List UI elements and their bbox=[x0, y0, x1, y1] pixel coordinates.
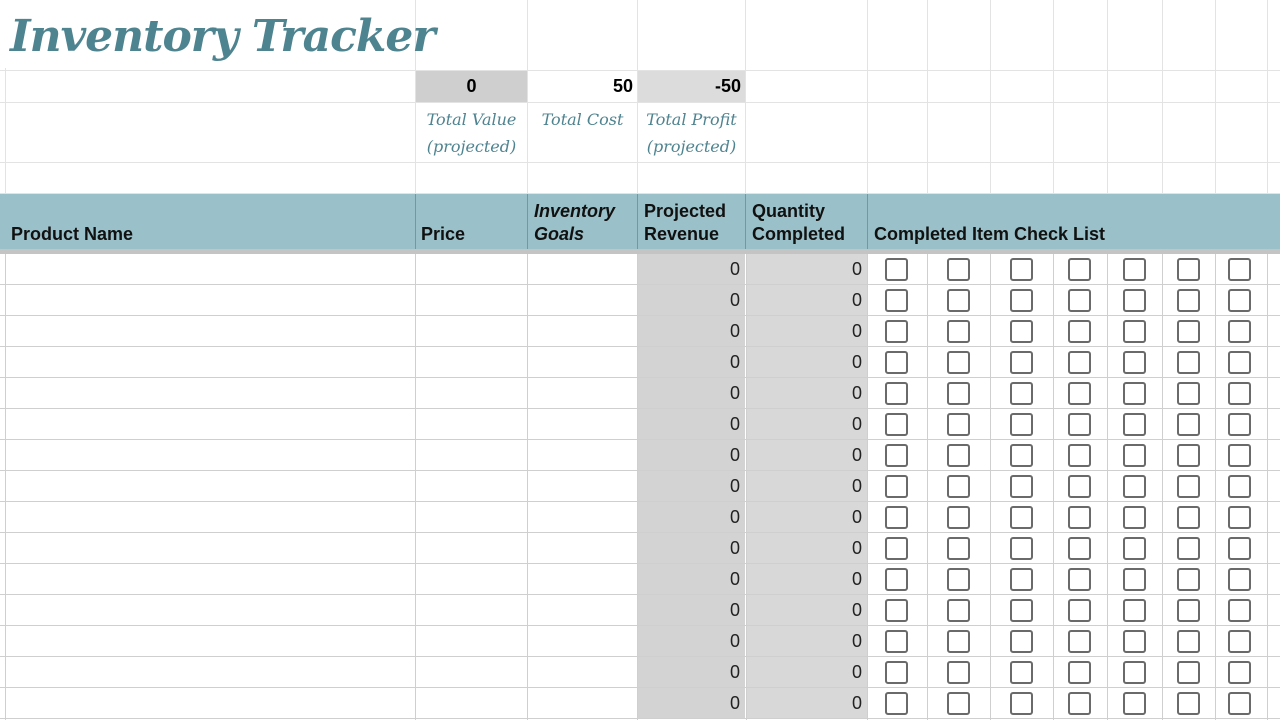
sheet-gridline bbox=[1215, 0, 1216, 194]
header-divider bbox=[637, 194, 638, 249]
checkbox-icon[interactable] bbox=[1123, 568, 1146, 591]
inventory-goal-cell[interactable] bbox=[527, 471, 637, 502]
checkbox-icon[interactable] bbox=[885, 630, 908, 653]
header-quantity-completed[interactable] bbox=[746, 194, 868, 249]
checkbox-icon[interactable] bbox=[1123, 475, 1146, 498]
quantity-completed-cell[interactable]: 0 bbox=[747, 502, 867, 533]
product-name-cell[interactable] bbox=[5, 378, 415, 409]
product-name-cell[interactable] bbox=[5, 440, 415, 471]
column-gridline bbox=[415, 254, 416, 720]
projected-revenue-cell[interactable]: 0 bbox=[638, 440, 745, 471]
checkbox-icon[interactable] bbox=[1177, 413, 1200, 436]
header-inventory-goals-line2: Goals bbox=[534, 224, 585, 244]
checkbox-icon[interactable] bbox=[1010, 568, 1033, 591]
column-gridline bbox=[990, 254, 991, 720]
page-title: Inventory Tracker bbox=[10, 11, 435, 62]
product-name-cell[interactable] bbox=[5, 254, 415, 285]
checkbox-icon[interactable] bbox=[1068, 382, 1091, 405]
checkbox-icon[interactable] bbox=[1123, 599, 1146, 622]
total-profit-cell[interactable]: -50 bbox=[638, 71, 745, 102]
inventory-goal-cell[interactable] bbox=[527, 626, 637, 657]
quantity-completed-cell[interactable]: 0 bbox=[747, 626, 867, 657]
checkbox-icon[interactable] bbox=[947, 599, 970, 622]
product-name-cell[interactable] bbox=[5, 533, 415, 564]
total-value-label-line1: Total Value bbox=[426, 110, 517, 129]
checkbox-icon[interactable] bbox=[1068, 289, 1091, 312]
total-value-label bbox=[416, 104, 527, 162]
checkbox-icon[interactable] bbox=[1228, 537, 1251, 560]
checkbox-icon[interactable] bbox=[1068, 599, 1091, 622]
sheet-gridline bbox=[0, 102, 1280, 103]
header-price[interactable] bbox=[415, 194, 528, 249]
checkbox-icon[interactable] bbox=[1177, 382, 1200, 405]
checkbox-icon[interactable] bbox=[1010, 320, 1033, 343]
column-gridline bbox=[527, 254, 528, 720]
product-name-cell[interactable] bbox=[5, 502, 415, 533]
sheet-gridline bbox=[0, 162, 1280, 163]
checkbox-icon[interactable] bbox=[1177, 661, 1200, 684]
price-cell[interactable] bbox=[415, 440, 527, 471]
checkbox-icon[interactable] bbox=[1010, 351, 1033, 374]
projected-revenue-cell[interactable]: 0 bbox=[638, 285, 745, 316]
row-gridline bbox=[0, 718, 1280, 719]
quantity-completed-cell[interactable]: 0 bbox=[747, 347, 867, 378]
sheet-gridline bbox=[1162, 0, 1163, 194]
projected-revenue-cell[interactable]: 0 bbox=[638, 316, 745, 347]
total-value-cell[interactable]: 0 bbox=[416, 71, 527, 102]
price-cell[interactable] bbox=[415, 688, 527, 719]
checkbox-icon[interactable] bbox=[947, 661, 970, 684]
price-cell[interactable] bbox=[415, 595, 527, 626]
checkbox-icon[interactable] bbox=[1123, 258, 1146, 281]
checkbox-icon[interactable] bbox=[1123, 630, 1146, 653]
checkbox-icon[interactable] bbox=[1068, 413, 1091, 436]
checkbox-icon[interactable] bbox=[1177, 444, 1200, 467]
inventory-goal-cell[interactable] bbox=[527, 254, 637, 285]
checkbox-icon[interactable] bbox=[947, 475, 970, 498]
checkbox-icon[interactable] bbox=[1068, 475, 1091, 498]
checkbox-icon[interactable] bbox=[1177, 289, 1200, 312]
price-cell[interactable] bbox=[415, 564, 527, 595]
projected-revenue-cell[interactable]: 0 bbox=[638, 378, 745, 409]
checkbox-icon[interactable] bbox=[1123, 289, 1146, 312]
price-cell[interactable] bbox=[415, 254, 527, 285]
checkbox-icon[interactable] bbox=[1123, 661, 1146, 684]
checkbox-icon[interactable] bbox=[1123, 444, 1146, 467]
header-inventory-goals-line1: Inventory bbox=[534, 201, 616, 221]
checkbox-icon[interactable] bbox=[1228, 599, 1251, 622]
checkbox-icon[interactable] bbox=[1228, 506, 1251, 529]
price-cell[interactable] bbox=[415, 626, 527, 657]
checkbox-icon[interactable] bbox=[1010, 506, 1033, 529]
checkbox-icon[interactable] bbox=[1228, 692, 1251, 715]
total-profit-label-line2: (projected) bbox=[646, 137, 737, 156]
checkbox-icon[interactable] bbox=[1228, 382, 1251, 405]
inventory-goal-cell[interactable] bbox=[527, 285, 637, 316]
checkbox-icon[interactable] bbox=[947, 351, 970, 374]
column-gridline bbox=[1267, 254, 1268, 720]
price-cell[interactable] bbox=[415, 347, 527, 378]
checkbox-icon[interactable] bbox=[1123, 413, 1146, 436]
checkbox-icon[interactable] bbox=[1177, 599, 1200, 622]
checkbox-icon[interactable] bbox=[1010, 599, 1033, 622]
inventory-goal-cell[interactable] bbox=[527, 409, 637, 440]
column-gridline bbox=[1215, 254, 1216, 720]
header-product-name-label: Product Name bbox=[11, 224, 134, 244]
sheet-gridline bbox=[1053, 0, 1054, 194]
column-gridline bbox=[867, 254, 868, 720]
checkbox-icon[interactable] bbox=[1123, 351, 1146, 374]
sheet-gridline bbox=[867, 0, 868, 194]
projected-revenue-cell[interactable]: 0 bbox=[638, 626, 745, 657]
checkbox-icon[interactable] bbox=[947, 382, 970, 405]
checkbox-icon[interactable] bbox=[1123, 537, 1146, 560]
sheet-gridline bbox=[1267, 0, 1268, 194]
checkbox-icon[interactable] bbox=[1123, 506, 1146, 529]
header-divider bbox=[867, 194, 868, 249]
column-gridline bbox=[1162, 254, 1163, 720]
header-divider bbox=[415, 194, 416, 249]
checkbox-icon[interactable] bbox=[1123, 692, 1146, 715]
quantity-completed-cell[interactable]: 0 bbox=[747, 316, 867, 347]
header-checklist[interactable] bbox=[868, 194, 1280, 249]
inventory-goal-cell[interactable] bbox=[527, 688, 637, 719]
projected-revenue-cell[interactable]: 0 bbox=[638, 533, 745, 564]
price-cell[interactable] bbox=[415, 378, 527, 409]
product-name-cell[interactable] bbox=[5, 688, 415, 719]
product-name-cell[interactable] bbox=[5, 316, 415, 347]
checkbox-icon[interactable] bbox=[1068, 320, 1091, 343]
quantity-completed-cell[interactable]: 0 bbox=[747, 409, 867, 440]
checkbox-icon[interactable] bbox=[885, 382, 908, 405]
total-cost-label bbox=[528, 104, 637, 162]
header-quantity-completed-line1: Quantity bbox=[752, 201, 826, 221]
checkbox-icon[interactable] bbox=[1010, 692, 1033, 715]
checkbox-icon[interactable] bbox=[1068, 630, 1091, 653]
checkbox-icon[interactable] bbox=[1068, 258, 1091, 281]
quantity-completed-cell[interactable]: 0 bbox=[747, 378, 867, 409]
checkbox-icon[interactable] bbox=[1228, 351, 1251, 374]
checkbox-icon[interactable] bbox=[947, 506, 970, 529]
header-checklist-label: Completed Item Check List bbox=[874, 224, 1106, 244]
checkbox-icon[interactable] bbox=[1228, 661, 1251, 684]
checkbox-icon[interactable] bbox=[947, 537, 970, 560]
checkbox-icon[interactable] bbox=[1228, 320, 1251, 343]
price-cell[interactable] bbox=[415, 502, 527, 533]
header-quantity-completed-line2: Completed bbox=[752, 224, 846, 244]
checkbox-icon[interactable] bbox=[1010, 475, 1033, 498]
quantity-completed-cell[interactable]: 0 bbox=[747, 254, 867, 285]
checkbox-icon[interactable] bbox=[1010, 444, 1033, 467]
checkbox-icon[interactable] bbox=[1068, 568, 1091, 591]
inventory-goal-cell[interactable] bbox=[527, 595, 637, 626]
checkbox-icon[interactable] bbox=[1068, 351, 1091, 374]
projected-revenue-cell[interactable]: 0 bbox=[638, 471, 745, 502]
total-cost-cell[interactable]: 50 bbox=[612, 76, 633, 96]
checkbox-icon[interactable] bbox=[885, 661, 908, 684]
checkbox-icon[interactable] bbox=[885, 537, 908, 560]
checkbox-icon[interactable] bbox=[1228, 630, 1251, 653]
column-gridline bbox=[1053, 254, 1054, 720]
checkbox-icon[interactable] bbox=[1010, 258, 1033, 281]
product-name-cell[interactable] bbox=[5, 657, 415, 688]
product-name-cell[interactable] bbox=[5, 595, 415, 626]
quantity-completed-cell[interactable]: 0 bbox=[747, 688, 867, 719]
sheet-gridline bbox=[990, 0, 991, 194]
checkbox-icon[interactable] bbox=[1228, 568, 1251, 591]
inventory-goal-cell[interactable] bbox=[527, 378, 637, 409]
price-cell[interactable] bbox=[415, 471, 527, 502]
inventory-goal-cell[interactable] bbox=[527, 347, 637, 378]
column-gridline bbox=[927, 254, 928, 720]
product-name-cell[interactable] bbox=[5, 285, 415, 316]
checkbox-icon[interactable] bbox=[947, 413, 970, 436]
header-inventory-goals[interactable] bbox=[528, 194, 638, 249]
checkbox-icon[interactable] bbox=[1068, 692, 1091, 715]
inventory-goal-cell[interactable] bbox=[527, 564, 637, 595]
checkbox-icon[interactable] bbox=[1068, 444, 1091, 467]
product-name-cell[interactable] bbox=[5, 347, 415, 378]
checkbox-icon[interactable] bbox=[1010, 661, 1033, 684]
checkbox-icon[interactable] bbox=[947, 289, 970, 312]
header-divider bbox=[527, 194, 528, 249]
inventory-goal-cell[interactable] bbox=[527, 533, 637, 564]
total-value-label-line2: (projected) bbox=[426, 137, 517, 156]
header-projected-revenue[interactable] bbox=[638, 194, 746, 249]
header-divider bbox=[745, 194, 746, 249]
checkbox-icon[interactable] bbox=[1010, 630, 1033, 653]
checkbox-icon[interactable] bbox=[1010, 537, 1033, 560]
checkbox-icon[interactable] bbox=[1228, 289, 1251, 312]
header-projected-revenue-line2: Revenue bbox=[644, 224, 720, 244]
checkbox-icon[interactable] bbox=[1123, 320, 1146, 343]
price-cell[interactable] bbox=[415, 285, 527, 316]
checkbox-icon[interactable] bbox=[1123, 382, 1146, 405]
column-gridline bbox=[746, 254, 747, 720]
checkbox-icon[interactable] bbox=[885, 351, 908, 374]
checkbox-icon[interactable] bbox=[1177, 320, 1200, 343]
column-gridline bbox=[637, 254, 638, 720]
total-profit-label-line1: Total Profit bbox=[646, 110, 737, 129]
header-price-label: Price bbox=[421, 224, 466, 244]
checkbox-icon[interactable] bbox=[885, 692, 908, 715]
checkbox-icon[interactable] bbox=[1228, 475, 1251, 498]
quantity-completed-cell[interactable]: 0 bbox=[747, 440, 867, 471]
checkbox-icon[interactable] bbox=[885, 475, 908, 498]
projected-revenue-cell[interactable]: 0 bbox=[638, 409, 745, 440]
quantity-completed-cell[interactable]: 0 bbox=[747, 471, 867, 502]
product-name-cell[interactable] bbox=[5, 471, 415, 502]
checkbox-icon[interactable] bbox=[947, 630, 970, 653]
inventory-goal-cell[interactable] bbox=[527, 316, 637, 347]
price-cell[interactable] bbox=[415, 657, 527, 688]
checkbox-icon[interactable] bbox=[885, 444, 908, 467]
checkbox-icon[interactable] bbox=[1228, 258, 1251, 281]
product-name-cell[interactable] bbox=[5, 626, 415, 657]
checkbox-icon[interactable] bbox=[947, 692, 970, 715]
checkbox-icon[interactable] bbox=[1068, 537, 1091, 560]
price-cell[interactable] bbox=[415, 533, 527, 564]
header-product-name[interactable] bbox=[5, 194, 415, 249]
sheet-gridline bbox=[927, 0, 928, 194]
projected-revenue-cell[interactable]: 0 bbox=[638, 595, 745, 626]
total-profit-label bbox=[638, 104, 745, 162]
checkbox-icon[interactable] bbox=[1010, 413, 1033, 436]
product-name-cell[interactable] bbox=[5, 564, 415, 595]
projected-revenue-cell[interactable]: 0 bbox=[638, 502, 745, 533]
checkbox-icon[interactable] bbox=[1068, 506, 1091, 529]
checkbox-icon[interactable] bbox=[1177, 506, 1200, 529]
checkbox-icon[interactable] bbox=[947, 320, 970, 343]
price-cell[interactable] bbox=[415, 409, 527, 440]
checkbox-icon[interactable] bbox=[885, 258, 908, 281]
quantity-completed-cell[interactable]: 0 bbox=[747, 595, 867, 626]
checkbox-icon[interactable] bbox=[885, 289, 908, 312]
column-gridline bbox=[5, 254, 6, 720]
projected-revenue-cell[interactable]: 0 bbox=[638, 657, 745, 688]
projected-revenue-cell[interactable]: 0 bbox=[638, 564, 745, 595]
inventory-goal-cell[interactable] bbox=[527, 657, 637, 688]
checkbox-icon[interactable] bbox=[885, 599, 908, 622]
inventory-goal-cell[interactable] bbox=[527, 440, 637, 471]
checkbox-icon[interactable] bbox=[947, 444, 970, 467]
checkbox-icon[interactable] bbox=[885, 413, 908, 436]
sheet-gridline bbox=[5, 68, 6, 194]
quantity-completed-cell[interactable]: 0 bbox=[747, 285, 867, 316]
checkbox-icon[interactable] bbox=[885, 320, 908, 343]
quantity-completed-cell[interactable]: 0 bbox=[747, 657, 867, 688]
checkbox-icon[interactable] bbox=[1010, 289, 1033, 312]
product-name-cell[interactable] bbox=[5, 409, 415, 440]
quantity-completed-cell[interactable]: 0 bbox=[747, 533, 867, 564]
checkbox-icon[interactable] bbox=[1177, 692, 1200, 715]
checkbox-icon[interactable] bbox=[885, 568, 908, 591]
checkbox-icon[interactable] bbox=[1228, 444, 1251, 467]
sheet-gridline bbox=[745, 0, 746, 194]
checkbox-icon[interactable] bbox=[947, 258, 970, 281]
checkbox-icon[interactable] bbox=[1177, 537, 1200, 560]
projected-revenue-cell[interactable]: 0 bbox=[638, 347, 745, 378]
column-gridline bbox=[1107, 254, 1108, 720]
total-cost-label-text: Total Cost bbox=[541, 110, 624, 129]
checkbox-icon[interactable] bbox=[885, 506, 908, 529]
checkbox-icon[interactable] bbox=[1068, 661, 1091, 684]
projected-revenue-cell[interactable]: 0 bbox=[638, 688, 745, 719]
checkbox-icon[interactable] bbox=[1177, 351, 1200, 374]
quantity-completed-cell[interactable]: 0 bbox=[747, 564, 867, 595]
inventory-goal-cell[interactable] bbox=[527, 502, 637, 533]
checkbox-icon[interactable] bbox=[1228, 413, 1251, 436]
projected-revenue-cell[interactable]: 0 bbox=[638, 254, 745, 285]
checkbox-icon[interactable] bbox=[947, 568, 970, 591]
checkbox-icon[interactable] bbox=[1010, 382, 1033, 405]
checkbox-icon[interactable] bbox=[1177, 475, 1200, 498]
header-projected-revenue-line1: Projected bbox=[644, 201, 727, 221]
checkbox-icon[interactable] bbox=[1177, 258, 1200, 281]
checkbox-icon[interactable] bbox=[1177, 630, 1200, 653]
price-cell[interactable] bbox=[415, 316, 527, 347]
sheet-gridline bbox=[1107, 0, 1108, 194]
checkbox-icon[interactable] bbox=[1177, 568, 1200, 591]
